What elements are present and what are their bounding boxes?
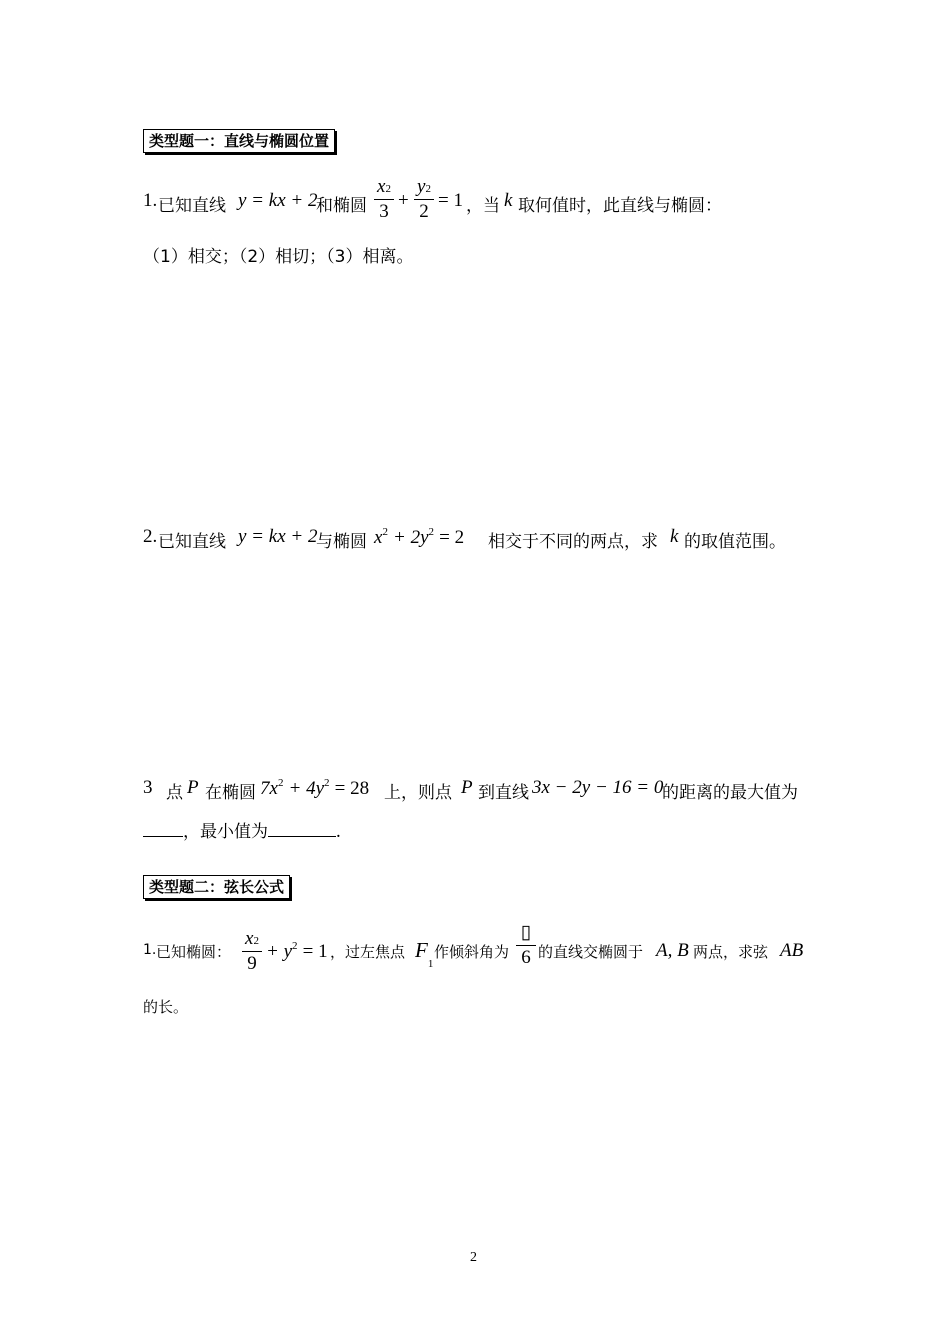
fraction-angle: ▯ 6 <box>516 922 536 969</box>
ellipse-equation: $7x^2 + 4y^2 = 28$ <box>260 777 370 799</box>
variable-k: k <box>670 526 679 547</box>
section-header: 类型题二：弦长公式 <box>143 875 290 899</box>
question-text: 在椭圆 <box>205 783 256 803</box>
question-text: 的直线交椭圆于 <box>538 943 644 961</box>
question-text: 作倾斜角为 <box>434 943 510 961</box>
question-text: 的取值范围。 <box>684 532 786 552</box>
question-text: 两点，求弦 <box>693 943 769 961</box>
question-number: 3 <box>143 777 153 798</box>
section-header: 类型题一：直线与椭圆位置 <box>143 129 335 153</box>
fraction-x2-over-3: x2 3 <box>374 176 394 223</box>
equals-one: = 1 <box>438 190 463 211</box>
question-text: 已知直线 <box>158 532 226 552</box>
fraction-y2-over-2: y2 2 <box>414 176 434 223</box>
question-text: 与椭圆 <box>316 532 367 552</box>
question-text: 上，则点 <box>384 783 452 803</box>
points-A-B: A, B <box>656 940 689 961</box>
question-text: 的长。 <box>143 998 189 1016</box>
question-text: 的距离的最大值为 <box>662 783 798 803</box>
question-text: ，过左焦点 <box>330 943 406 961</box>
fraction-x2-over-9: x2 9 <box>242 928 262 975</box>
question-text: 相交于不同的两点，求 <box>488 532 658 552</box>
question-text: 和椭圆 <box>316 196 367 216</box>
answer-line-2: ，最小值为 . <box>143 817 341 843</box>
answer-blank-max <box>143 822 183 837</box>
question-number: 1. <box>143 942 157 958</box>
question-number: 1. <box>143 190 158 211</box>
point-P: P <box>187 777 199 798</box>
line-equation: y = kx + 2 <box>238 190 318 211</box>
line-equation: 3x − 2y − 16 = 0 <box>532 777 664 798</box>
question-text: 点 <box>166 783 183 803</box>
ellipse-equation-rest: + $y^2 = 1$ <box>266 940 328 962</box>
chord-AB: AB <box>780 940 804 961</box>
question-number: 2. <box>143 526 158 547</box>
question-text: 已知直线 <box>158 196 226 216</box>
line-equation: y = kx + 2 <box>238 526 318 547</box>
page-number: 2 <box>470 1250 477 1265</box>
point-P: P <box>461 777 473 798</box>
focus-F1: $F_1$ <box>415 938 434 970</box>
answer-blank-min <box>268 822 336 837</box>
variable-k: k <box>504 190 513 211</box>
question-text: 取何值时，此直线与椭圆： <box>518 196 722 216</box>
ellipse-equation: $x^2 + 2y^2 = 2$ <box>374 526 465 548</box>
question-text: 到直线 <box>478 783 529 803</box>
question-text: ，当 <box>466 196 500 216</box>
question-subparts: （1）相交；（2）相切；（3）相离。 <box>143 247 414 267</box>
plus-sign: + <box>398 190 409 211</box>
question-text: 已知椭圆： <box>156 943 232 961</box>
